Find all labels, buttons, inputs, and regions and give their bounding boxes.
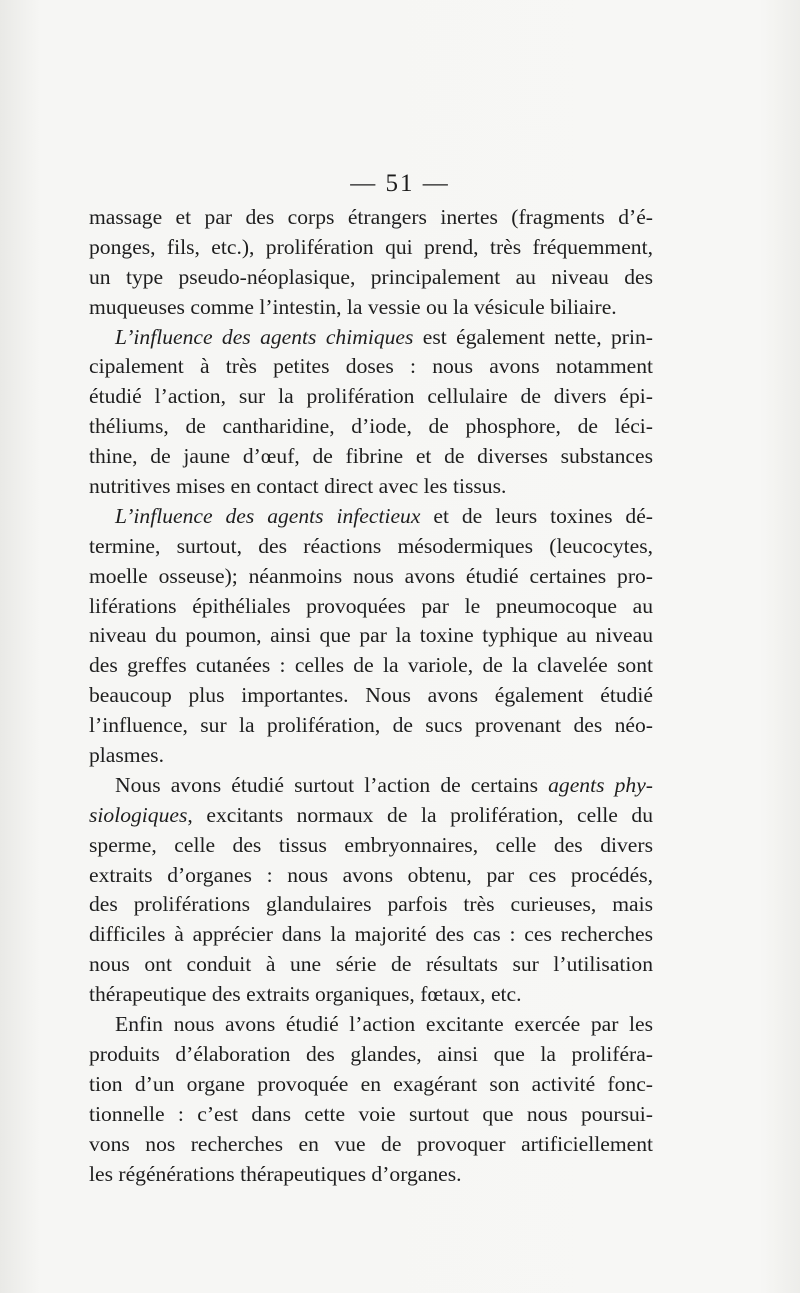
text-line bbox=[89, 771, 653, 801]
text-run: les régénérations thérapeutiques d’organes. bbox=[89, 1161, 462, 1186]
text-run: ponges, fils, etc.), prolifération qui prend, très fréquemment, bbox=[89, 234, 653, 259]
italic-run: L’influence des agents chimiques bbox=[115, 324, 414, 349]
paragraph bbox=[89, 502, 653, 771]
text-line bbox=[89, 203, 653, 233]
text-run: un type pseudo-néoplasique, principalement au niveau des bbox=[89, 264, 653, 289]
paragraph bbox=[89, 1010, 653, 1189]
text-run: , excitants normaux de la prolifération, celle du bbox=[187, 802, 653, 827]
paragraph bbox=[89, 203, 653, 323]
text-run: muqueuses comme l’intestin, la vessie ou la vésicule biliaire. bbox=[89, 294, 617, 319]
text-run: théliums, de cantharidine, d’iode, de phosphore, de léci- bbox=[89, 414, 653, 439]
text-run: produits d’élaboration des glandes, ainsi que la proliféra- bbox=[89, 1041, 653, 1066]
text-run: des proliférations glandulaires parfois très curieuses, mais bbox=[89, 892, 653, 917]
text-run: nous ont conduit à une série de résultats sur l’utilisation bbox=[89, 952, 653, 977]
text-line bbox=[89, 651, 653, 681]
text-line bbox=[89, 382, 653, 412]
text-run: Enfin nous avons étudié l’action excitante exercée par les bbox=[115, 1012, 653, 1037]
text-line bbox=[89, 711, 653, 741]
text-line bbox=[89, 263, 653, 293]
text-run: termine, surtout, des réactions mésodermiques (leucocytes, bbox=[89, 533, 653, 558]
text-run: massage et par des corps étrangers inertes (fragments d’é- bbox=[89, 205, 653, 229]
text-run: niveau du poumon, ainsi que par la toxine typhique au niveau bbox=[89, 623, 653, 648]
text-line bbox=[89, 532, 653, 562]
text-run: thérapeutique des extraits organiques, fœtaux, etc. bbox=[89, 982, 522, 1007]
text-line bbox=[89, 861, 653, 891]
text-run: extraits d’organes : nous avons obtenu, par ces procédés, bbox=[89, 862, 653, 887]
text-run: et de leurs toxines dé- bbox=[420, 503, 653, 528]
text-run: sperme, celle des tissus embryonnaires, celle des divers bbox=[89, 832, 653, 857]
text-line bbox=[89, 801, 653, 831]
text-line bbox=[89, 442, 653, 472]
paragraph bbox=[89, 771, 653, 1010]
paragraph bbox=[89, 323, 653, 502]
text-run: l’influence, sur la prolifération, de sucs provenant des néo- bbox=[89, 713, 653, 738]
text-run: nutritives mises en contact direct avec les tissus. bbox=[89, 474, 507, 499]
page-number: — 51 — bbox=[350, 170, 450, 197]
text-line bbox=[89, 472, 653, 502]
text-line bbox=[89, 1070, 653, 1100]
text-line bbox=[89, 323, 653, 353]
text-run: thine, de jaune d’œuf, de fibrine et de diverses substances bbox=[89, 444, 653, 469]
body-text bbox=[89, 203, 653, 1189]
text-run: est également nette, prin- bbox=[413, 324, 653, 349]
italic-run: L’influence des agents infectieux bbox=[115, 503, 421, 528]
text-line bbox=[89, 1010, 653, 1040]
text-line bbox=[89, 293, 653, 323]
text-line bbox=[89, 1130, 653, 1160]
text-line bbox=[89, 681, 653, 711]
text-run: beaucoup plus importantes. Nous avons également étudié bbox=[89, 683, 653, 708]
text-run: étudié l’action, sur la prolifération cellulaire de divers épi- bbox=[89, 384, 653, 409]
text-line bbox=[89, 562, 653, 592]
text-run: cipalement à très petites doses : nous avons notamment bbox=[89, 354, 653, 379]
text-line bbox=[89, 950, 653, 980]
italic-run: agents phy- bbox=[548, 772, 653, 797]
text-line bbox=[89, 621, 653, 651]
text-line bbox=[89, 592, 653, 622]
text-run: tionnelle : c’est dans cette voie surtout que nous poursui- bbox=[89, 1101, 653, 1126]
text-run: vons nos recherches en vue de provoquer artificiellement bbox=[89, 1131, 653, 1156]
italic-run: siologiques bbox=[89, 802, 188, 827]
text-line bbox=[89, 1160, 653, 1190]
text-line bbox=[89, 502, 653, 532]
text-run: tion d’un organe provoquée en exagérant son activité fonc- bbox=[89, 1071, 653, 1096]
text-line bbox=[89, 741, 653, 771]
text-line bbox=[89, 352, 653, 382]
text-line bbox=[89, 1040, 653, 1070]
text-line bbox=[89, 412, 653, 442]
text-line bbox=[89, 1100, 653, 1130]
text-run: difficiles à apprécier dans la majorité des cas : ces recherches bbox=[89, 922, 653, 947]
text-line bbox=[89, 831, 653, 861]
text-line bbox=[89, 920, 653, 950]
text-line bbox=[89, 233, 653, 263]
text-line bbox=[89, 980, 653, 1010]
text-run: liférations épithéliales provoquées par le pneumocoque au bbox=[89, 593, 653, 618]
text-run: des greffes cutanées : celles de la variole, de la clavelée sont bbox=[89, 653, 653, 678]
text-run: plasmes. bbox=[89, 743, 164, 768]
text-run: moelle osseuse); néanmoins nous avons étudié certaines pro- bbox=[89, 563, 653, 588]
text-run: Nous avons étudié surtout l’action de certains bbox=[115, 772, 549, 797]
text-line bbox=[89, 890, 653, 920]
